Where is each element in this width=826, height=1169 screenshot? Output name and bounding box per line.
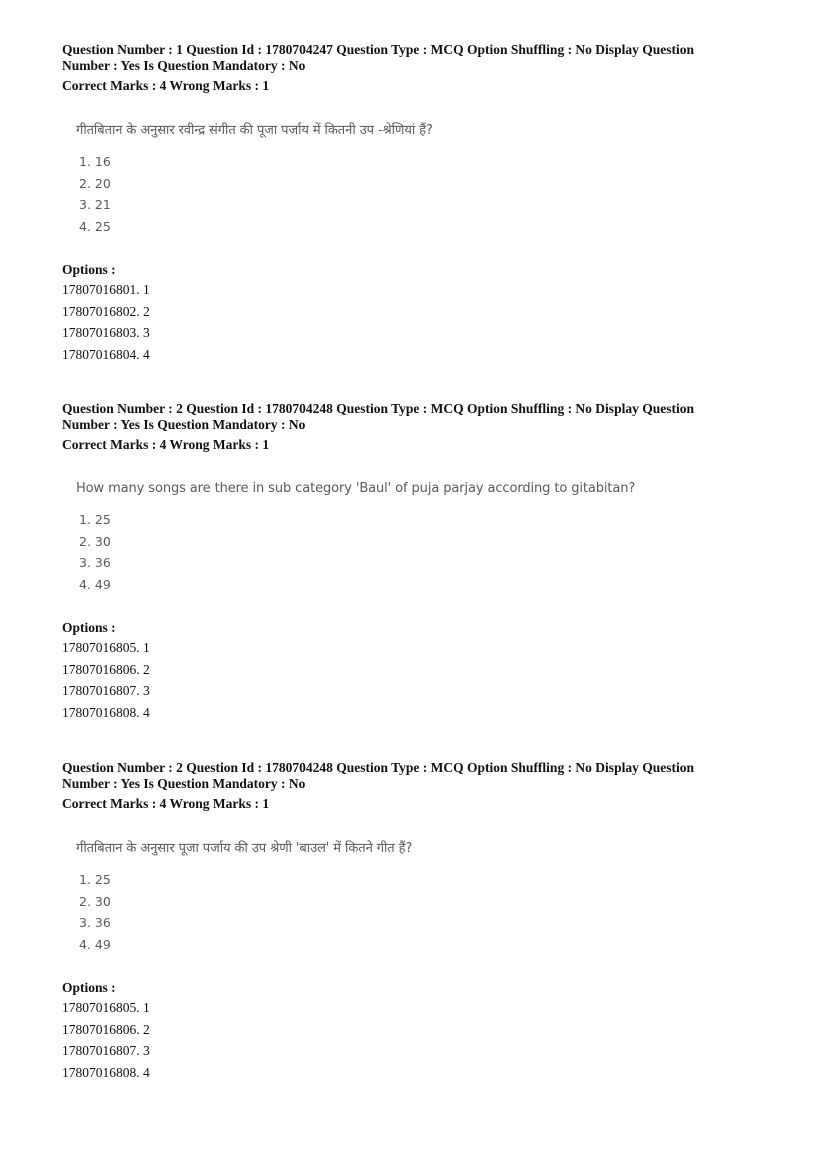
question-block-3: [62, 760, 762, 1083]
question-choice: 3. 36: [79, 915, 111, 930]
question-choice: 4. 49: [79, 576, 111, 592]
option-row: 17807016802. 2: [62, 303, 150, 319]
question-meta-line1: Question Number : 1 Question Id : 1780704247 Question Type : MCQ Option Shuffling : No Display Question: [62, 42, 694, 57]
question-choices: [76, 869, 762, 955]
option-row: 17807016804. 4: [62, 346, 150, 362]
question-choice: 2. 20: [79, 175, 111, 191]
question-choice: 1. 16: [79, 154, 111, 169]
option-row: 17807016803. 3: [62, 325, 150, 340]
question-choice: 3. 21: [79, 197, 111, 212]
option-row: 17807016805. 1: [62, 640, 150, 655]
question-text: How many songs are there in sub category 'Baul' of puja parjay according to gitabitan?: [76, 481, 636, 496]
question-meta-line2: Number : Yes Is Question Mandatory : No: [62, 776, 306, 791]
option-row: 17807016801. 1: [62, 282, 150, 297]
option-row: 17807016808. 4: [62, 704, 150, 720]
question-choice: 1. 25: [79, 512, 111, 527]
question-marks: Correct Marks : 4 Wrong Marks : 1: [62, 437, 270, 452]
question-choices: [76, 151, 762, 237]
option-row: 17807016805. 1: [62, 1000, 150, 1015]
question-block-2: [62, 401, 762, 723]
question-choice: 4. 49: [79, 936, 111, 952]
question-meta-line1: Question Number : 2 Question Id : 1780704248 Question Type : MCQ Option Shuffling : No Display Question: [62, 401, 694, 416]
question-marks: Correct Marks : 4 Wrong Marks : 1: [62, 78, 270, 93]
question-choice: 2. 30: [79, 893, 111, 909]
question-meta-line1: Question Number : 2 Question Id : 1780704248 Question Type : MCQ Option Shuffling : No Display Question: [62, 760, 694, 775]
option-row: 17807016808. 4: [62, 1064, 150, 1080]
question-text: गीतबितान के अनुसार पूजा पर्जाय की उप श्रेणी 'बाउल' में कितने गीत हैं?: [76, 841, 413, 856]
question-choice: 1. 25: [79, 872, 111, 887]
question-choices: [76, 509, 762, 595]
question-choice: 2. 30: [79, 533, 111, 549]
question-choice: 4. 25: [79, 218, 111, 234]
options-label: Options :: [62, 980, 116, 995]
question-marks: Correct Marks : 4 Wrong Marks : 1: [62, 796, 270, 811]
options-label: Options :: [62, 262, 116, 277]
question-meta-line2: Number : Yes Is Question Mandatory : No: [62, 417, 306, 432]
option-row: 17807016806. 2: [62, 661, 150, 677]
question-choice: 3. 36: [79, 555, 111, 570]
options-label: Options :: [62, 620, 116, 635]
question-block-1: [62, 42, 762, 365]
option-row: 17807016807. 3: [62, 1043, 150, 1058]
question-text: गीतबितान के अनुसार रवीन्द्र संगीत की पूजा पर्जाय में कितनी उप -श्रेणियां हैं?: [76, 123, 433, 138]
option-row: 17807016807. 3: [62, 683, 150, 698]
question-meta-line2: Number : Yes Is Question Mandatory : No: [62, 58, 306, 73]
option-row: 17807016806. 2: [62, 1021, 150, 1037]
